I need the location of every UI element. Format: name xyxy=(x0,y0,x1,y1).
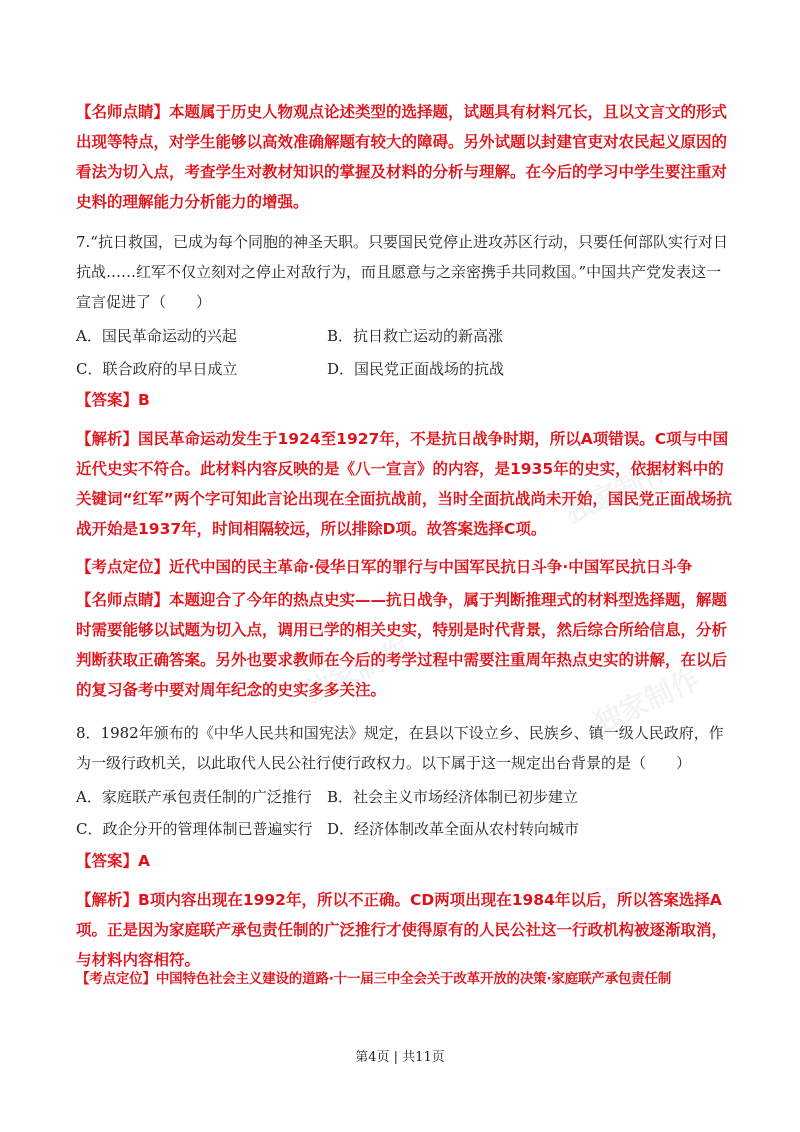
q8-stem: 8．1982年颁布的《中华人民共和国宪法》规定，在县以下设立乡、民族乡、镇一级人民政府，作为一级行政机关，以此取代人民公社行使行政权力。以下属于这一规定出台背景的是（ ） xyxy=(76,724,724,772)
q8-option-a: A．家庭联产承包责任制的广泛推行 xyxy=(76,788,312,806)
page-footer: 第4页 | 共11页 xyxy=(355,1050,445,1065)
q7-kaodian xyxy=(76,552,736,582)
mingshi-top-paragraph xyxy=(76,97,736,217)
q7-kaodian-tag: 【考点定位】 xyxy=(76,558,170,576)
q7-answer-tag: 【答案】 xyxy=(76,391,139,409)
q7-mingshi-text: 本题迎合了今年的热点史实——抗日战争，属于判断推理式的材料型选择题，解题时需要能够以试题为切入点，调用已学的相关史实，特别是时代背景，然后综合所给信息，分析判断获取正确答案。另外也要求教师在今后的考学过程中需要注重周年热点史实的讲解，在以后的复习备考中要对周年纪念的史实多多关注。 xyxy=(76,591,728,699)
q8-option-b: B．社会主义市场经济体制已初步建立 xyxy=(327,788,579,806)
q7-mingshi xyxy=(76,585,736,705)
q8-option-c: C．政企分开的管理体制已普遍实行 xyxy=(76,820,313,838)
q7-jiexi-text: 国民革命运动发生于1924至1927年，不是抗日战争时期，所以A项错误。C项与中国近代史实不符合。此材料内容反映的是《八一宣言》的内容，是1935年的史实，依据材料中的关键词“红军”两个字可知此言论出现在全面抗战前，当时全面抗战尚未开始，国民党正面战场抗战开始是1937年，时间相隔较远，所以排除D项。故答案选择C项。 xyxy=(76,430,732,538)
q7-mingshi-tag: 【名师点睛】 xyxy=(76,591,170,609)
q7-option-d: D．国民党正面战场的抗战 xyxy=(327,360,505,378)
q7-answer xyxy=(76,385,736,415)
mingshi-top-tag: 【名师点睛】 xyxy=(76,103,170,121)
q8-jiexi-text: B项内容出现在1992年，所以不正确。CD两项出现在1984年以后，所以答案选择A项。正是因为家庭联产承包责任制的广泛推行才使得原有的人民公社这一行政机构被逐渐取消，与材料内容相符。 xyxy=(76,891,728,969)
mingshi-top-text: 本题属于历史人物观点论述类型的选择题，试题具有材料冗长，且以文言文的形式出现等特点，对学生能够以高效准确解题有较大的障碍。另外试题以封建官吏对农民起义原因的看法为切入点，考查学生对教材知识的掌握及材料的分析与理解。在今后的学习中学生要注重对史料的理解能力分析能力的增强。 xyxy=(76,103,728,211)
q7-option-b: B．抗日救亡运动的新高涨 xyxy=(327,327,504,345)
watermark: 独家制作 xyxy=(298,632,415,710)
q8-answer xyxy=(76,846,736,876)
q7-jiexi-tag: 【解析】 xyxy=(76,430,139,448)
watermark: 独家制作 xyxy=(588,662,705,740)
q8-kaodian xyxy=(76,964,736,994)
q7-option-a: A．国民革命运动的兴起 xyxy=(76,327,237,345)
q7-kaodian-text: 近代中国的民主革命·侵华日军的罪行与中国军民抗日斗争·中国军民抗日斗争 xyxy=(169,558,693,576)
q7-answer-value: B xyxy=(138,391,150,409)
q8-jiexi-tag: 【解析】 xyxy=(76,891,139,909)
q8-answer-tag: 【答案】 xyxy=(76,852,139,870)
watermark: 独家制作 xyxy=(558,452,675,530)
q8-kaodian-text: 中国特色社会主义建设的道路·十一届三中全会关于改革开放的决策·家庭联产承包责任制 xyxy=(155,971,672,987)
q8-answer-value: A xyxy=(138,852,151,870)
q8-jiexi xyxy=(76,885,736,975)
q8-kaodian-tag: 【考点定位】 xyxy=(76,971,156,987)
q7-stem: 7.“抗日救国，已成为每个同胞的神圣天职。只要国民党停止进攻苏区行动，只要任何部队实行对日抗战……红军不仅立刻对之停止对敌行为，而且愿意与之亲密携手共同救国。”中国共产党发表这一宣言促进了（ ） xyxy=(76,233,728,311)
q7-jiexi xyxy=(76,424,736,544)
q7-option-c: C．联合政府的早日成立 xyxy=(76,360,238,378)
q8-option-d: D．经济体制改革全面从农村转向城市 xyxy=(327,820,580,838)
